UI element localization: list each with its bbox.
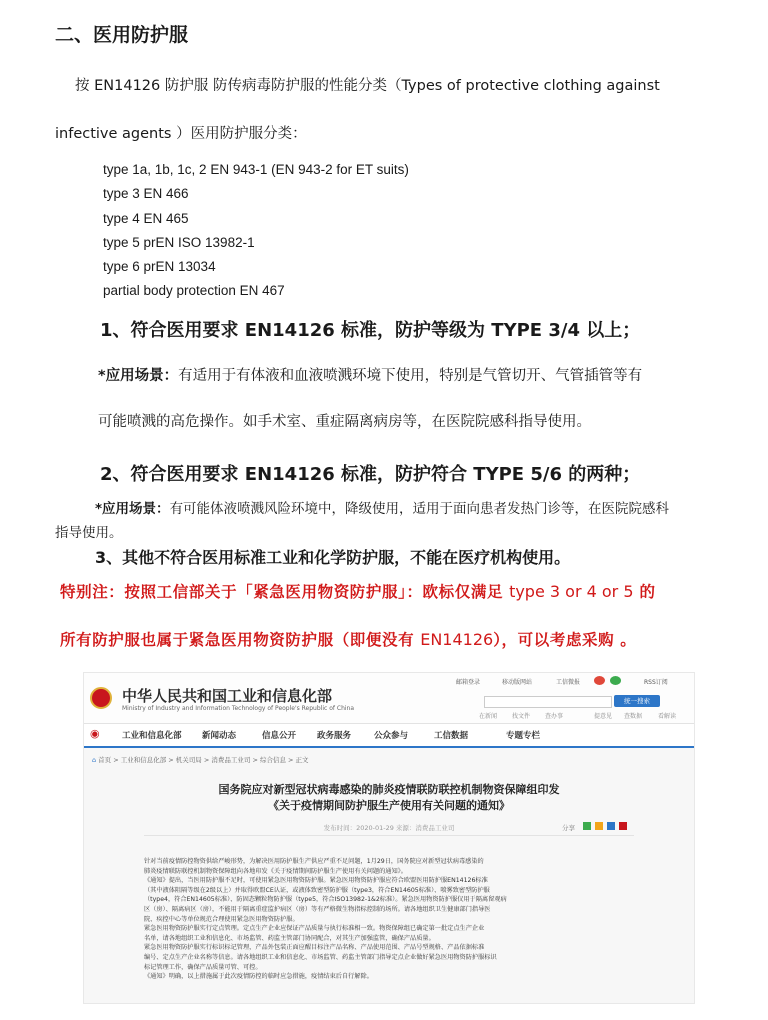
body-line: （其中液体阻隔等级在2级以上）并取得欧盟CE认证，或液体致密型防护服（type3，符合EN14605标准）、喷雾致密型防护服 <box>144 886 490 894</box>
article-meta: 发布时间：2020-01-29 来源：消费品工业司 <box>323 824 455 832</box>
home-logo-icon[interactable]: ◉ <box>90 727 100 740</box>
note-text: 特别注：按照工信部关于「紧急医用物资防护服」：欧标仅满足 <box>60 582 510 601</box>
note-text: 所有防护服也属于紧急医用物资防护服（即便没有 <box>60 630 421 649</box>
divider <box>144 835 634 836</box>
home-icon[interactable]: ⌂ <box>92 756 97 764</box>
protective-types-list <box>103 158 409 304</box>
scenario-1-line-2: 可能喷溅的高危操作。如手术室、重症隔离病房等，在医院院感科指导使用。 <box>98 414 591 430</box>
site-header <box>84 673 694 723</box>
share-qzone-icon[interactable] <box>595 822 603 830</box>
note-text-en: type 3 or 4 or 5 <box>509 582 634 601</box>
nav-item[interactable]: 新闻动态 <box>202 731 237 741</box>
body-line: 标记管理工作，确保产品质量可管、可控。 <box>144 963 262 971</box>
body-line: 紧急医用物资防护服实行定点管理。定点生产企业应保证产品质量与执行标准相一致。物资保障组已确定第一批定点生产企业 <box>144 925 485 933</box>
wechat-icon[interactable] <box>610 676 621 685</box>
nav-item[interactable]: 专题专栏 <box>506 731 541 741</box>
share-wechat-icon[interactable] <box>583 822 591 830</box>
body-line: （type4，符合EN14605标准）、防固态颗粒物防护服（type5，符合ISO13982-1&2标准）。紧急医用物资防护服仅用于隔离留观病 <box>144 896 507 904</box>
body-line: 区（房）、隔离病区（房），不能用于隔离重症监护病区（房）等有严格微生物指标控制的场所。请各地组织卫生健康部门指导医 <box>144 905 491 913</box>
body-line: 编号、定点生产企业名称等信息。请各地组织工业和信息化、市场监管、药监主管部门指导定点企业做好紧急医用物资防护服标识 <box>144 953 497 961</box>
body-line: 针对当前疫情防控物资供给严峻形势，为解决医用防护服生产供应严重不足问题，1月29日，国务院应对新型冠状病毒感染的 <box>144 858 484 865</box>
breadcrumb-text[interactable]: 首页 > 工业和信息化部 > 机关司局 > 消费品工业司 > 综合信息 > 正文 <box>98 756 309 764</box>
search-input[interactable] <box>484 696 612 708</box>
nav-item[interactable]: 工信数据 <box>434 731 469 741</box>
quick-link[interactable]: 查办事 <box>545 713 564 720</box>
note-text-en: EN14126 <box>420 630 494 649</box>
top-link-mobile[interactable]: 移动版网站 <box>502 679 533 686</box>
scenario-label: *应用场景： <box>98 368 179 384</box>
nav-item[interactable]: 信息公开 <box>262 731 297 741</box>
top-link-rss[interactable]: RSS订阅 <box>644 679 668 686</box>
top-link-mail[interactable]: 邮箱登录 <box>456 679 481 686</box>
main-nav <box>84 723 694 748</box>
quick-link[interactable]: 看解读 <box>658 713 677 720</box>
breadcrumb <box>92 755 309 764</box>
share-label: 分享 <box>562 824 575 832</box>
top-link-weibo[interactable]: 工信微报 <box>556 679 581 686</box>
type-item: partial body protection EN 467 <box>103 283 285 299</box>
body-line: 肺炎疫情联防联控机制物资保障组向各地印发《关于疫情期间防护服生产使用有关问题的通知》。 <box>144 867 407 875</box>
nav-item[interactable]: 工业和信息化部 <box>122 731 182 741</box>
nav-item[interactable]: 公众参与 <box>374 731 409 741</box>
note-text: ），可以考虑采购 。 <box>493 630 637 649</box>
national-emblem-icon <box>90 687 112 709</box>
requirement-3: 3、其他不符合医用标准工业和化学防护服，不能在医疗机构使用。 <box>95 548 571 567</box>
weibo-icon[interactable] <box>594 676 605 685</box>
article-title-line-1: 国务院应对新型冠状病毒感染的肺炎疫情联防联控机制物资保障组印发 <box>218 783 560 796</box>
scenario-label: *应用场景： <box>95 501 170 517</box>
body-line: 院、疾控中心等单位规范合理使用紧急医用物资防护服。 <box>144 915 299 923</box>
article-body <box>144 857 644 982</box>
intro-line-2: infective agents ）医用防护服分类： <box>55 126 307 142</box>
requirement-1: 1、符合医用要求 EN14126 标准，防护等级为 TYPE 3/4 以上； <box>100 320 641 341</box>
type-item: type 4 EN 465 <box>103 210 189 226</box>
quick-link[interactable]: 查数据 <box>624 713 643 720</box>
nav-item[interactable]: 政务服务 <box>317 731 352 741</box>
search-button[interactable]: 统一搜索 <box>614 695 660 707</box>
note-text: 的 <box>633 582 656 601</box>
body-line: 《通知》提出，当医用防护服不足时，可使用紧急医用物资防护服。紧急医用物资防护服应符合欧盟医用防护服EN14126标准 <box>144 877 488 885</box>
article-title-line-2: 《关于疫情期间防护服生产使用有关问题的通知》 <box>268 799 510 812</box>
type-item: type 5 prEN ISO 13982-1 <box>103 234 255 250</box>
site-title: 中华人民共和国工业和信息化部 <box>122 687 333 705</box>
embedded-webpage-screenshot <box>83 672 695 1004</box>
quick-link[interactable]: 找文件 <box>512 713 531 720</box>
special-note-line-2 <box>60 628 636 650</box>
body-line: 紧急医用物资防护服实行标识标记管理，产品外包装正面应醒目标注产品名称、产品使用范围、产品号型规格、产品依据标准 <box>144 944 485 952</box>
scenario-2-line-1 <box>95 497 669 517</box>
quick-link[interactable]: 提意见 <box>594 713 613 720</box>
intro-line-1: 按 EN14126 防护服 防传病毒防护服的性能分类（Types of protective clothing against <box>75 78 660 94</box>
body-line: 名单，请各地组织工业和信息化、市场监管、药监主管部门协同配合，对其生产加强监管，确保产品质量。 <box>144 934 435 942</box>
type-item: type 6 prEN 13034 <box>103 259 216 275</box>
scenario-text: 有可能体液喷溅风险环境中，降级使用，适用于面向患者发热门诊等，在医院院感科 <box>169 501 670 517</box>
site-subtitle: Ministry of Industry and Information Technology of People's Republic of China <box>122 705 355 712</box>
scenario-2-line-2: 指导使用。 <box>55 525 123 541</box>
requirement-2: 2、符合医用要求 EN14126 标准，防护符合 TYPE 5/6 的两种； <box>100 464 641 485</box>
quick-link[interactable]: 在新闻 <box>479 713 498 720</box>
special-note-line-1 <box>60 580 656 602</box>
section-title: 二、医用防护服 <box>55 24 189 46</box>
share-weibo-icon[interactable] <box>607 822 615 830</box>
scenario-text: 有适用于有体液和血液喷溅环境下使用，特别是气管切开、气管插管等有 <box>178 368 643 384</box>
type-item: type 1a, 1b, 1c, 2 EN 943-1 (EN 943-2 for ET suits) <box>103 162 409 177</box>
type-item: type 3 EN 466 <box>103 186 189 202</box>
scenario-1-line-1 <box>98 364 642 385</box>
body-line: 《通知》明确，以上措施属于此次疫情防控的临时应急措施，疫情结束后自行解除。 <box>144 973 373 981</box>
share-more-icon[interactable] <box>619 822 627 830</box>
